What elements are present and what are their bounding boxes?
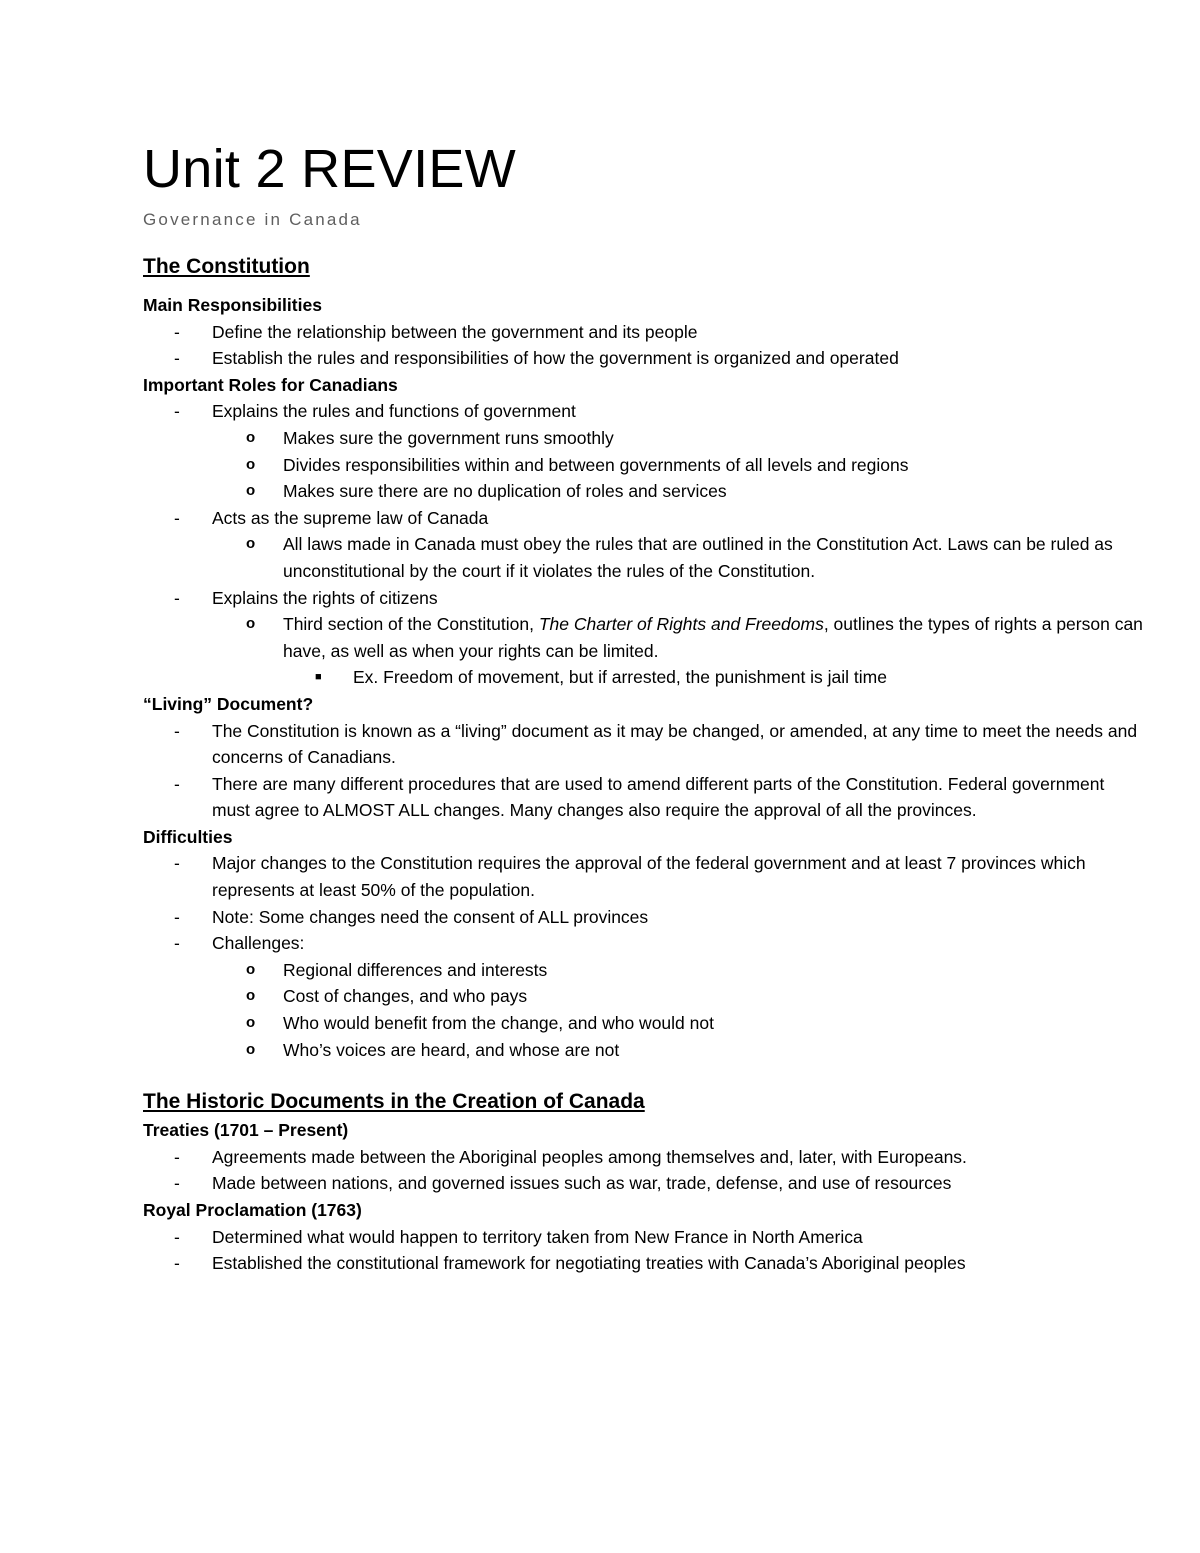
list-subitem: o Makes sure the government runs smoothly	[143, 425, 1143, 452]
circle-bullet: o	[246, 455, 256, 473]
circle-bullet: o	[246, 960, 256, 978]
list-subitem: o Who’s voices are heard, and whose are not	[143, 1037, 1143, 1064]
circle-bullet: o	[246, 428, 256, 446]
list-subitem: o Third section of the Constitution, The Charter of Rights and Freedoms, outlines the types of rights a person can have, as well as when your rights can be limited.	[143, 611, 1143, 664]
dash-bullet: -	[174, 507, 180, 528]
dash-bullet: -	[174, 1146, 180, 1167]
document-title: Unit 2 REVIEW	[143, 139, 516, 199]
dash-bullet: -	[174, 933, 180, 954]
circle-bullet: o	[246, 1040, 256, 1058]
list-subsubitem: ■ Ex. Freedom of movement, but if arrested, the punishment is jail time	[143, 664, 1143, 691]
list-item: - Explains the rules and functions of government	[143, 398, 1143, 425]
dash-bullet: -	[174, 587, 180, 608]
dash-bullet: -	[174, 1253, 180, 1274]
document-body	[143, 252, 1143, 1277]
dash-bullet: -	[174, 773, 180, 794]
dash-bullet: -	[174, 1173, 180, 1194]
dash-bullet: -	[174, 321, 180, 342]
dash-bullet: -	[174, 401, 180, 422]
circle-bullet: o	[246, 615, 256, 633]
list-item: - Major changes to the Constitution requires the approval of the federal government and at least 7 provinces which represents at least 50% of the population.	[143, 850, 1143, 903]
list-subitem: o Cost of changes, and who pays	[143, 983, 1143, 1010]
dash-bullet: -	[174, 906, 180, 927]
subheading-difficulties: Difficulties	[143, 826, 233, 847]
subheading-living-document: “Living” Document?	[143, 693, 314, 714]
subheading-treaties: Treaties (1701 – Present)	[143, 1120, 349, 1141]
list-item: - Acts as the supreme law of Canada	[143, 505, 1143, 532]
dash-bullet: -	[174, 348, 180, 369]
dash-bullet: -	[174, 853, 180, 874]
list-item: - The Constitution is known as a “living” document as it may be changed, or amended, at any time to meet the needs and concerns of Canadians.	[143, 718, 1143, 771]
list-item: - Determined what would happen to territory taken from New France in North America	[143, 1224, 1143, 1251]
dash-bullet: -	[174, 1226, 180, 1247]
circle-bullet: o	[246, 987, 256, 1005]
section-heading-constitution: The Constitution	[143, 255, 310, 278]
list-item: - Established the constitutional framework for negotiating treaties with Canada’s Aboriginal peoples	[143, 1250, 1143, 1277]
list-item: - Define the relationship between the government and its people	[143, 319, 1143, 346]
square-bullet: ■	[315, 671, 322, 684]
charter-title: The Charter of Rights and Freedoms	[538, 614, 824, 635]
section-heading-historic-documents: The Historic Documents in the Creation of Canada	[143, 1090, 645, 1114]
document-subtitle: Governance in Canada	[143, 210, 362, 229]
list-item: - Establish the rules and responsibilities of how the government is organized and operated	[143, 345, 1143, 372]
list-subitem: o Who would benefit from the change, and who would not	[143, 1010, 1143, 1037]
list-item: - Note: Some changes need the consent of ALL provinces	[143, 904, 1143, 931]
subheading-main-responsibilities: Main Responsibilities	[143, 295, 322, 315]
list-subitem: o Makes sure there are no duplication of roles and services	[143, 478, 1143, 505]
list-subitem: o Regional differences and interests	[143, 957, 1143, 984]
circle-bullet: o	[246, 482, 256, 500]
list-item: - Challenges:	[143, 930, 1143, 957]
list-subitem: o Divides responsibilities within and between governments of all levels and regions	[143, 452, 1143, 479]
subheading-important-roles: Important Roles for Canadians	[143, 374, 398, 395]
list-item: - Explains the rights of citizens	[143, 585, 1143, 612]
circle-bullet: o	[246, 1014, 256, 1032]
circle-bullet: o	[246, 535, 256, 553]
list-item: - Made between nations, and governed issues such as war, trade, defense, and use of resources	[143, 1170, 1143, 1197]
list-item: - Agreements made between the Aboriginal peoples among themselves and, later, with Europeans.	[143, 1144, 1143, 1171]
subheading-royal-proclamation: Royal Proclamation (1763)	[143, 1200, 362, 1220]
list-item: - There are many different procedures that are used to amend different parts of the Constitution. Federal government must agree to ALMOST ALL changes. Many changes also require the approval of all the provinces.	[143, 771, 1143, 824]
section-spacer	[143, 1063, 1143, 1087]
list-subitem: o All laws made in Canada must obey the rules that are outlined in the Constitution Act. Laws can be ruled as unconstitutional by the court if it violates the rules of the Constitution.	[143, 531, 1143, 584]
dash-bullet: -	[174, 720, 180, 741]
